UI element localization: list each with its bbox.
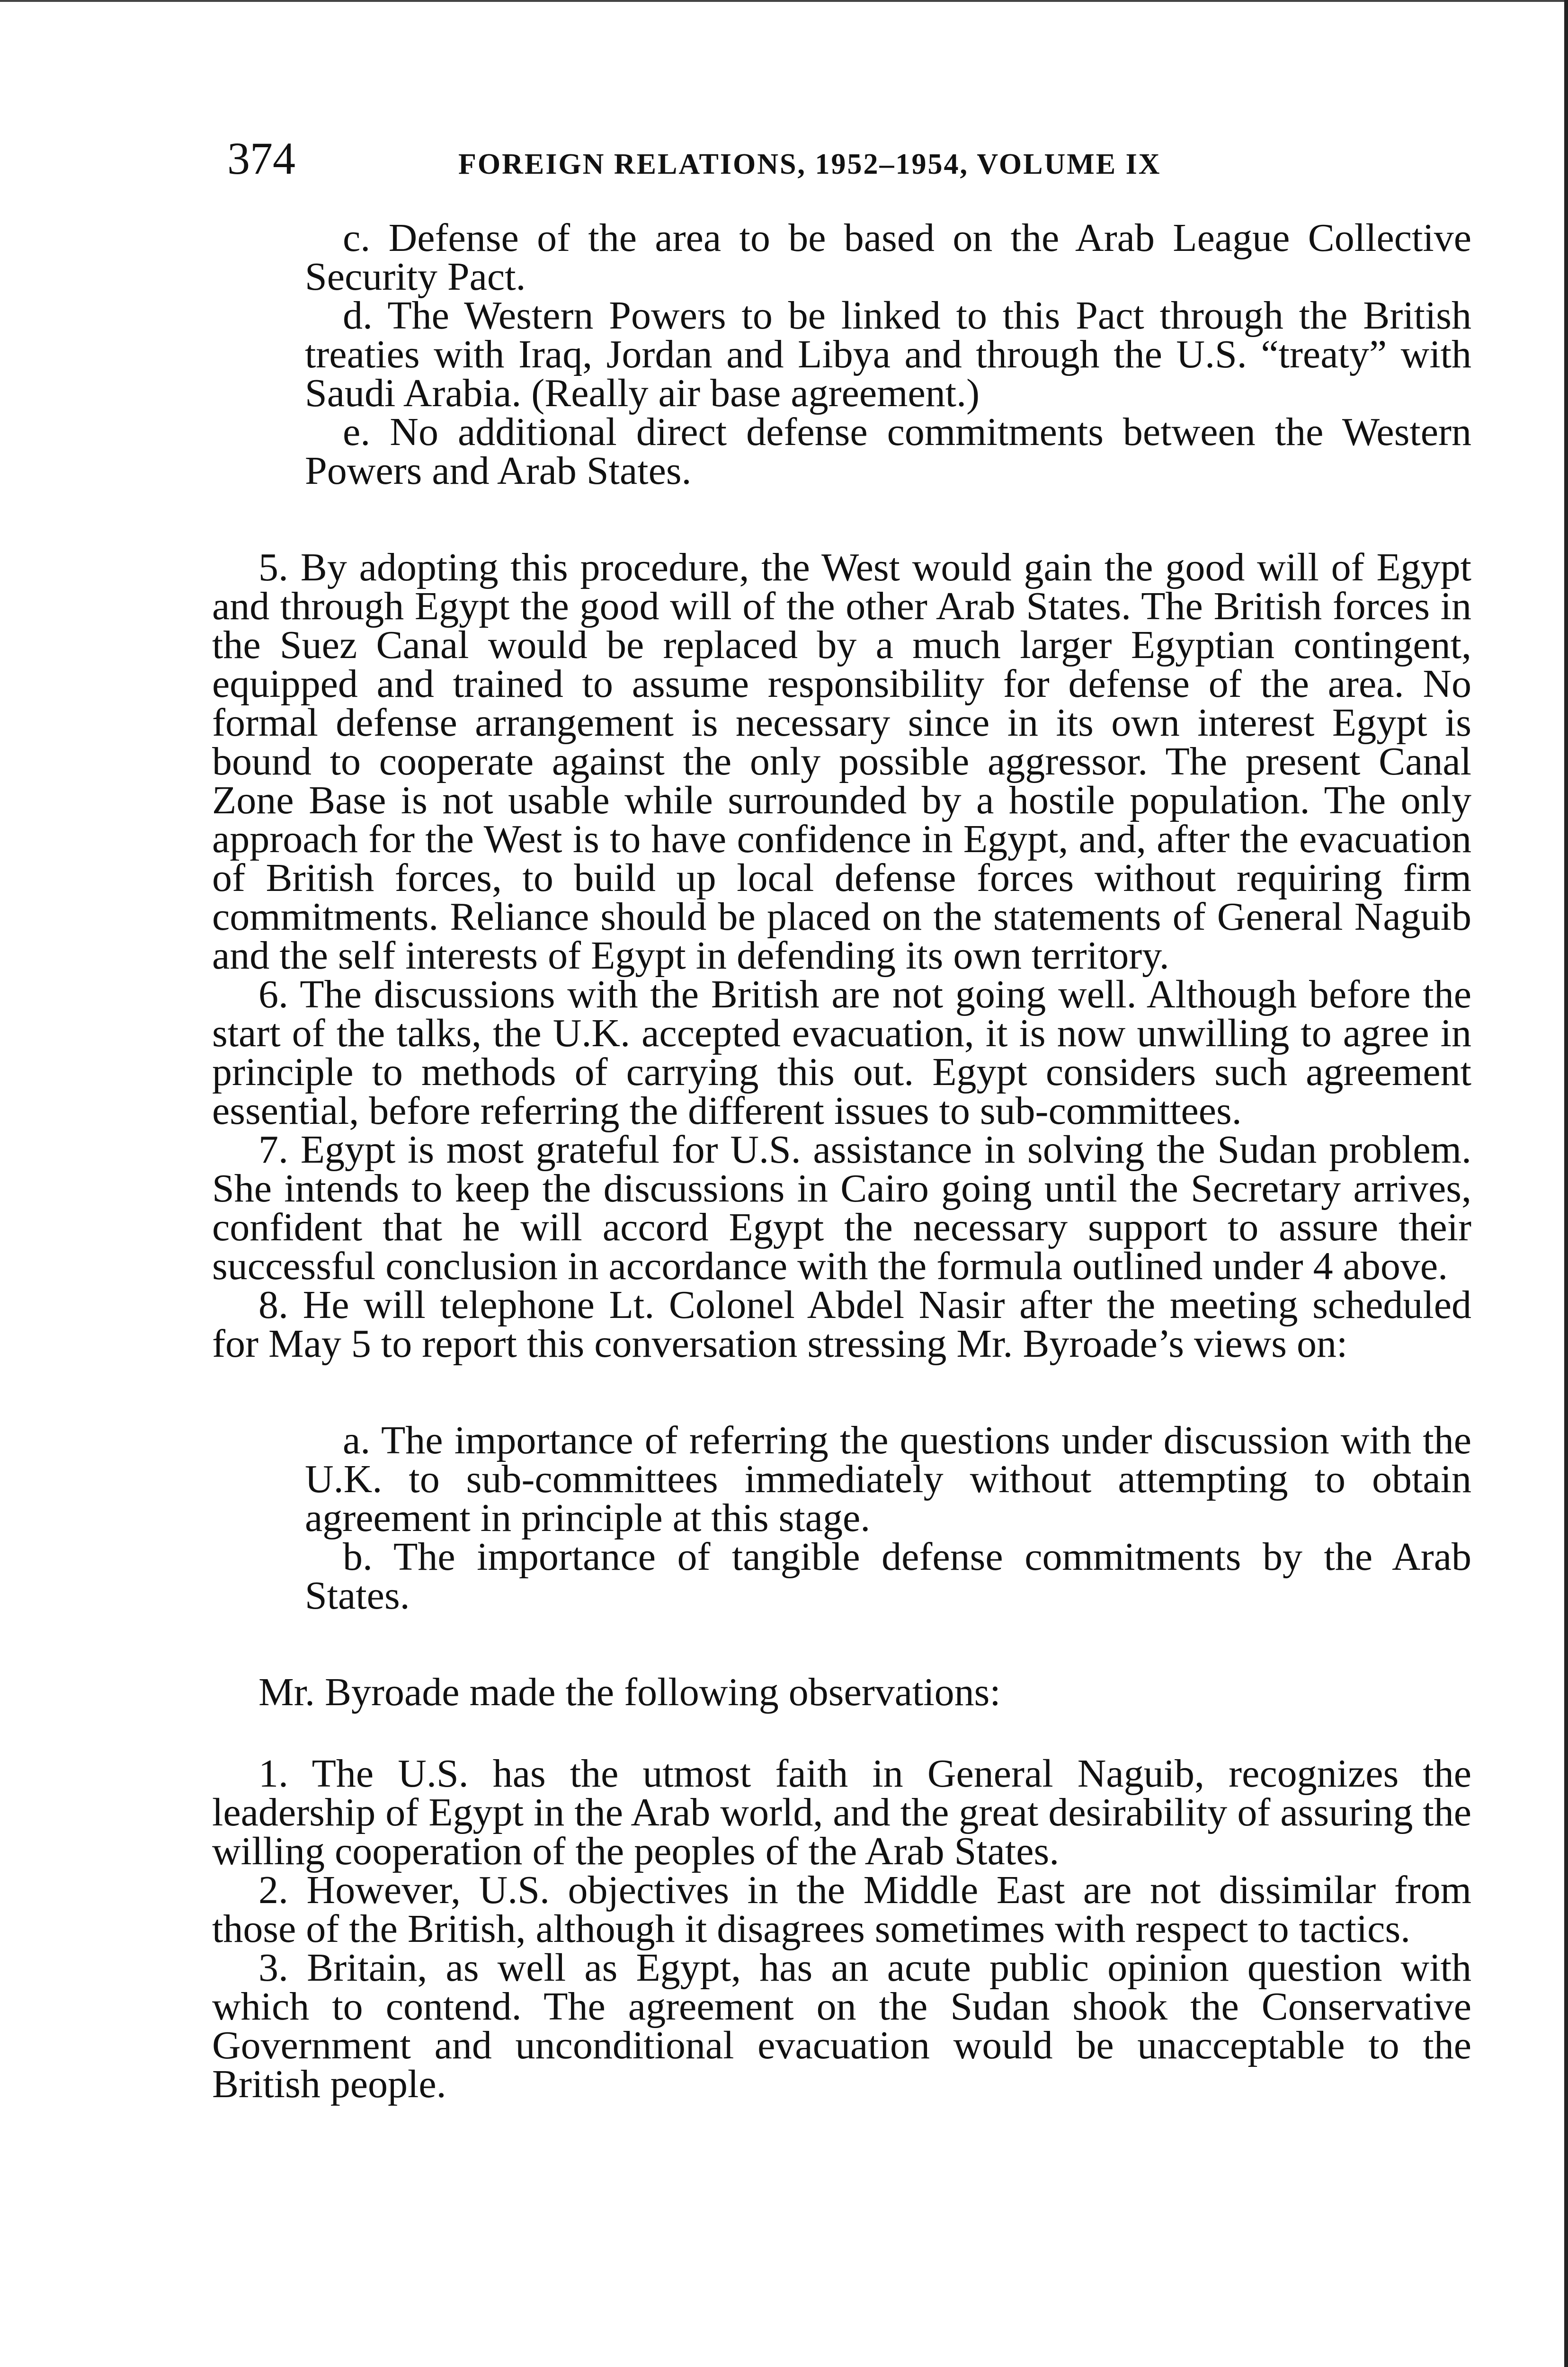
sub-item-4c: c. Defense of the area to be based on the Arab League Collective Security Pact.	[305, 216, 1471, 299]
paragraph-7: 7. Egypt is most grateful for U.S. assistance in solving the Sudan problem. She intends to keep the discussions in Cairo going until the Secretary arrives, confident that he will accord Egypt the necessary support to assure their successful conclusion in accordance with the formula outlined under 4 above.	[212, 1128, 1471, 1288]
sub-item-4e: e. No additional direct defense commitments between the Western Powers and Arab States.	[305, 410, 1471, 493]
sub-item-8b: b. The importance of tangible defense commitments by the Arab States.	[305, 1535, 1471, 1618]
observation-1: 1. The U.S. has the utmost faith in General Naguib, recognizes the leadership of Egypt in the Arab world, and the great desirability of assuring the willing cooperation of the peoples of the Arab States.	[212, 1752, 1471, 1873]
paragraph-6: 6. The discussions with the British are not going well. Although before the start of the talks, the U.K. accepted evacuation, it is now unwilling to agree in principle to methods of carrying this out. Egypt considers such agreement essential, before referring the different issues to sub-committees.	[212, 972, 1471, 1133]
observations-intro: Mr. Byroade made the following observations:	[258, 1670, 1001, 1714]
observation-3: 3. Britain, as well as Egypt, has an acute public opinion question with which to contend. The agreement on the Sudan shook the Conservative Government and unconditional evacuation would be unacceptable to the British people.	[212, 1946, 1471, 2106]
running-title: FOREIGN RELATIONS, 1952–1954, VOLUME IX	[458, 148, 1161, 180]
sub-item-4d: d. The Western Powers to be linked to this Pact through the British treaties with Iraq, Jordan and Libya and through the U.S. “treaty” with Saudi Arabia. (Really air base agreement.)	[305, 294, 1471, 415]
page-number: 374	[227, 133, 295, 184]
page-header	[227, 128, 1487, 189]
document-body	[212, 216, 1471, 2106]
paragraph-5: 5. By adopting this procedure, the West would gain the good will of Egypt and through Egypt the good will of the other Arab States. The British forces in the Suez Canal would be replaced by a much larger Egyptian contingent, equipped and trained to assume responsibility for defense of the area. No formal defense arrangement is necessary since in its own interest Egypt is bound to cooperate against the only possible aggressor. The present Canal Zone Base is not usable while surrounded by a hostile population. The only approach for the West is to have confidence in Egypt, and, after the evacuation of British forces, to build up local defense forces without requiring firm commitments. Reliance should be placed on the statements of General Naguib and the self interests of Egypt in defending its own territory.	[212, 545, 1471, 978]
observation-2: 2. However, U.S. objectives in the Middle East are not dissimilar from those of the British, although it disagrees sometimes with respect to tactics.	[212, 1868, 1471, 1951]
page-right-edge	[1564, 0, 1568, 2367]
page-top-edge	[0, 0, 1568, 2]
paragraph-8: 8. He will telephone Lt. Colonel Abdel Nasir after the meeting scheduled for May 5 to report this conversation stressing Mr. Byroade’s views on:	[212, 1283, 1471, 1366]
sub-item-8a: a. The importance of referring the questions under discussion with the U.K. to sub-committees immediately without attempting to obtain agreement in principle at this stage.	[305, 1418, 1471, 1540]
